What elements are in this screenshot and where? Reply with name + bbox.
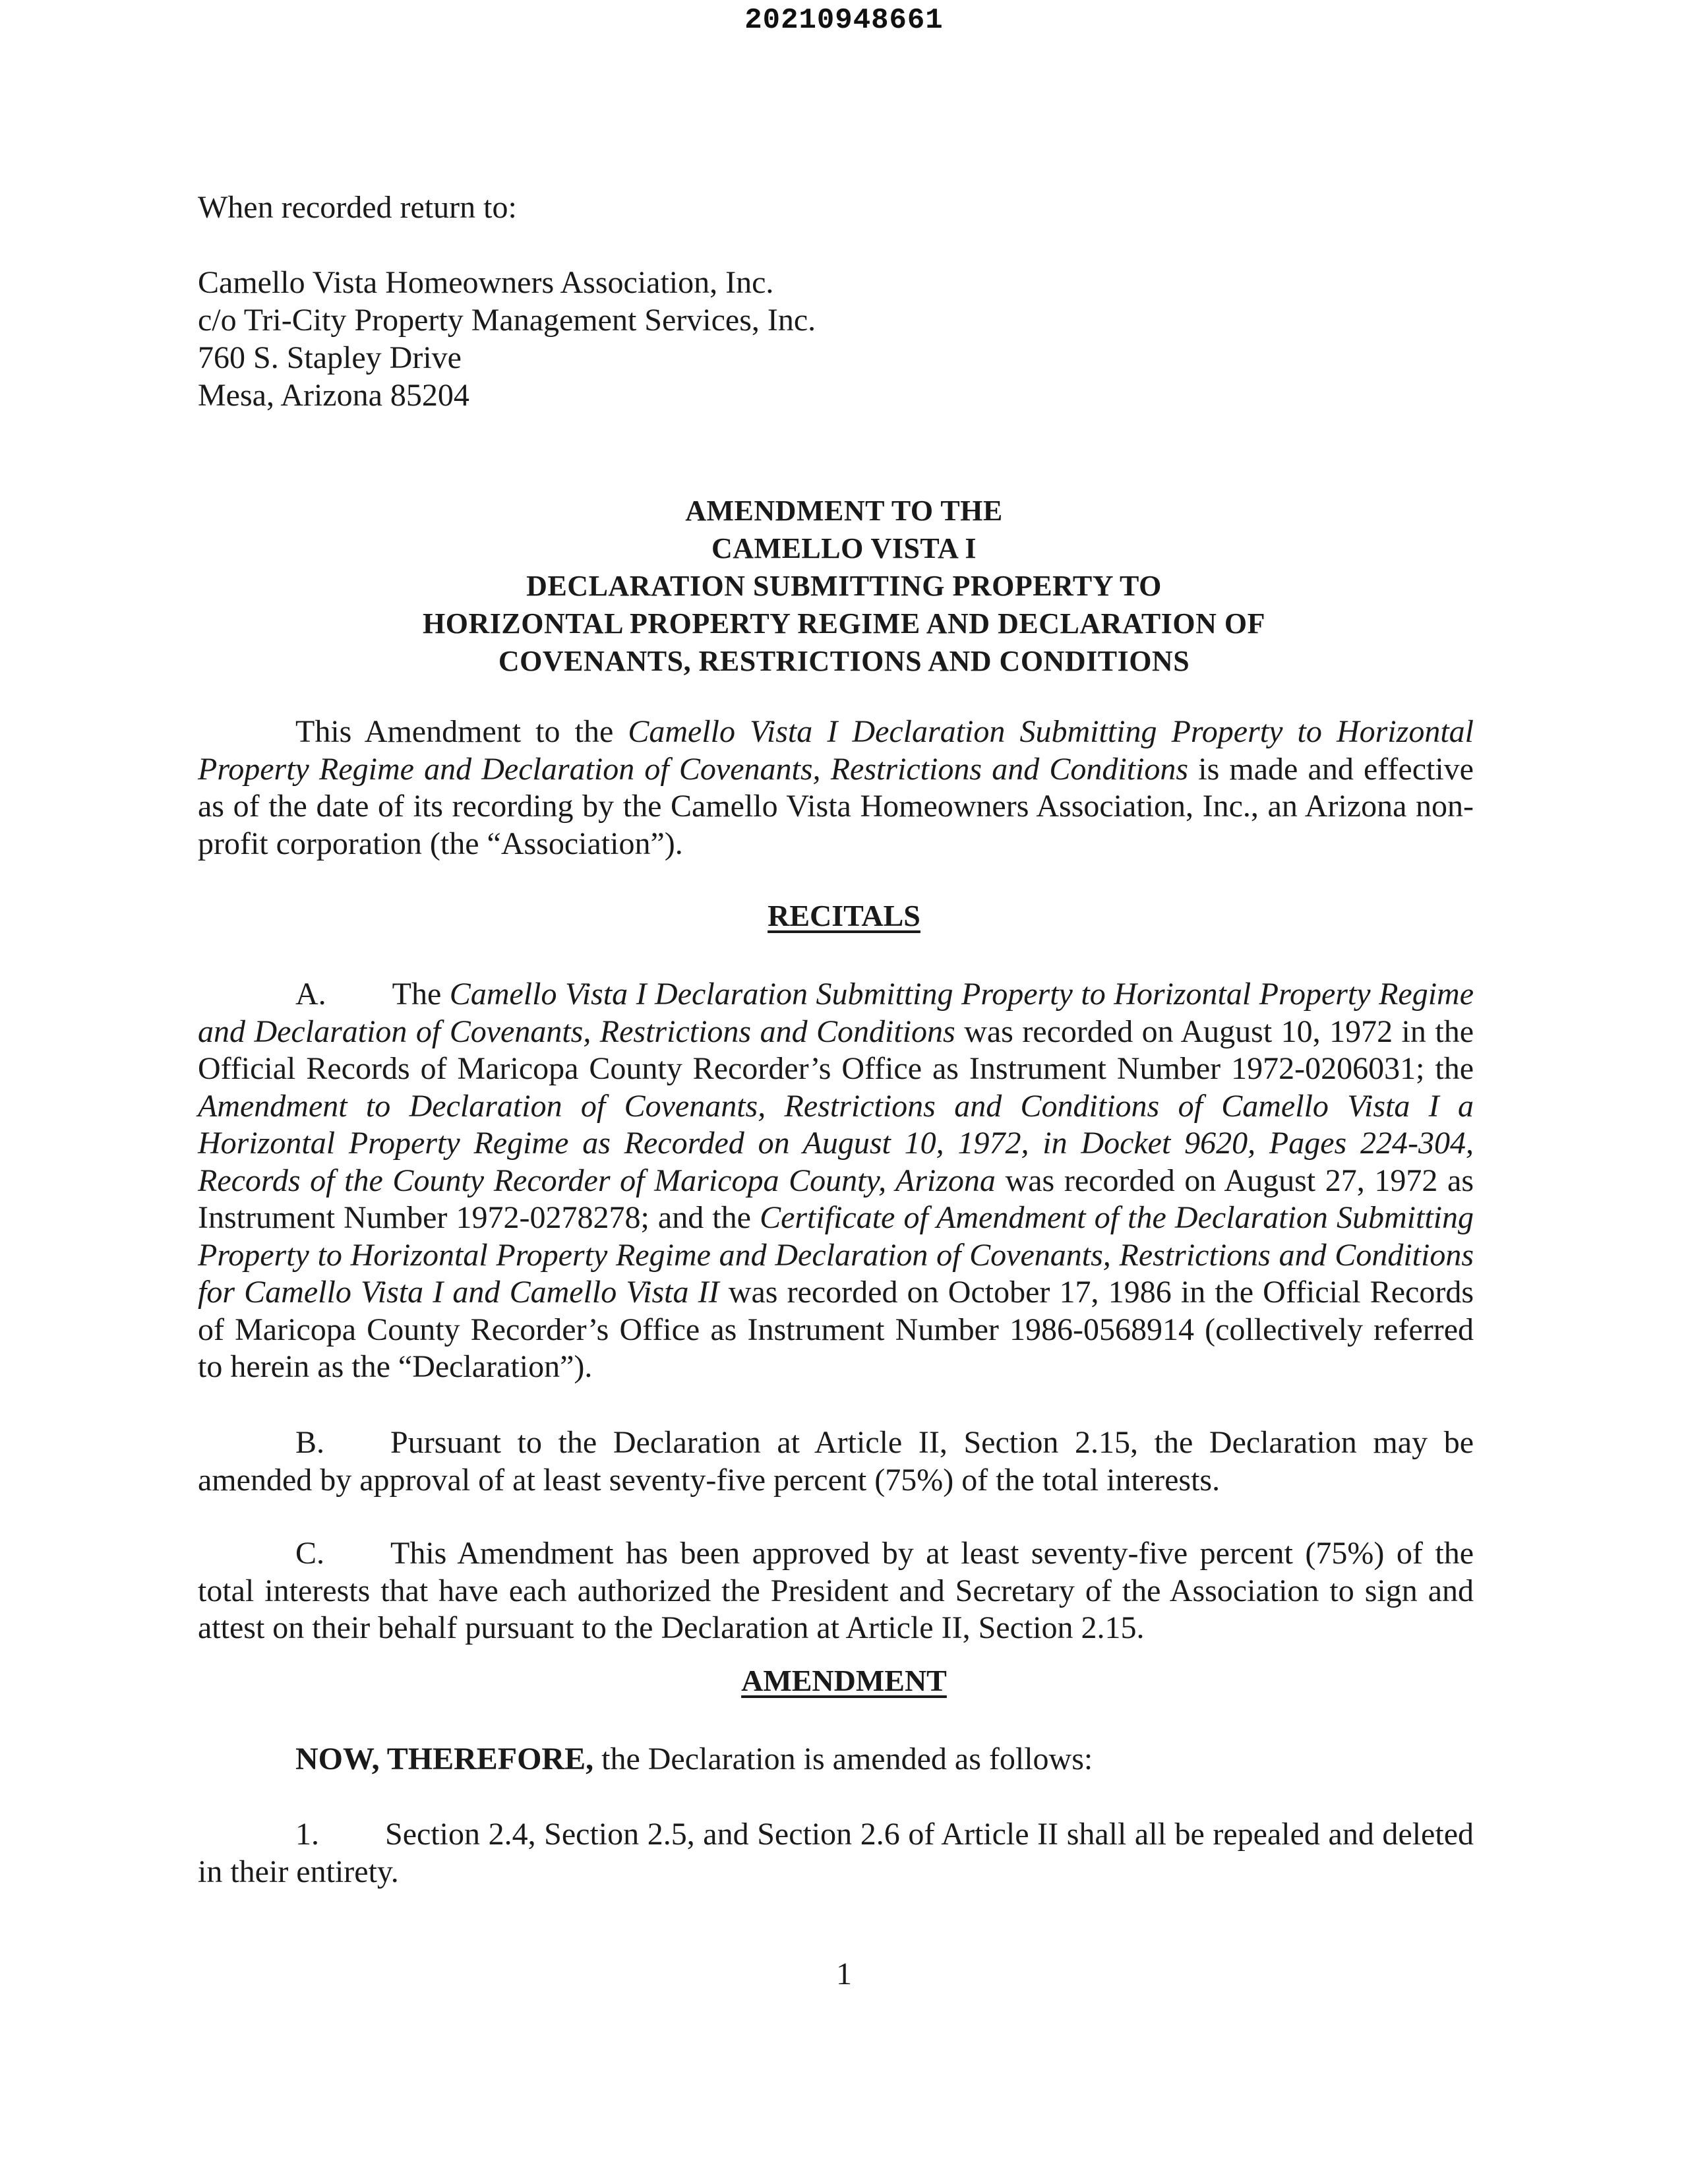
return-address-line: c/o Tri-City Property Management Services, Inc.	[198, 303, 816, 338]
recital-b-label: B.	[295, 1425, 325, 1460]
recital-c-paragraph	[198, 1535, 1474, 1647]
recital-a-text: was recorded on October 17, 1986 in the Official Records of Maricopa County Recorder’s Office as Instrument Number 1986-0568914 (collectively referred to herein as the “Declaration”).	[198, 1275, 1474, 1384]
recitals-heading: RECITALS	[768, 899, 920, 932]
recital-a-text: The	[392, 977, 450, 1012]
now-therefore-paragraph	[198, 1741, 1474, 1778]
amendment-item-1-text: Section 2.4, Section 2.5, and Section 2.6 of Article II shall all be repealed and deleted in their entirety.	[198, 1817, 1474, 1889]
title-line: HORIZONTAL PROPERTY REGIME AND DECLARATION OF	[423, 607, 1265, 640]
intro-text: This Amendment to the	[295, 714, 628, 749]
return-address-block	[198, 189, 816, 414]
return-address-line: 760 S. Stapley Drive	[198, 340, 462, 375]
recital-a-italic: Camello Vista I Declaration Submitting Property to Horizontal Property Regime and Declaration of Covenants, Restrictions and Conditions	[198, 977, 1474, 1049]
amendment-heading: AMENDMENT	[741, 1664, 947, 1697]
return-address-line: Camello Vista Homeowners Association, Inc.	[198, 265, 774, 300]
recital-a-italic: Amendment to Declaration of Covenants, Restrictions and Conditions of Camello Vista I a Horizontal Property Regime as Recorded on August 10, 1972, in Docket 9620, Pages 224-304, Records of the County Recorder of Maricopa County, Arizona	[198, 1088, 1474, 1198]
return-to-label: When recorded return to:	[198, 190, 517, 225]
recital-c-label: C.	[295, 1536, 325, 1571]
intro-paragraph	[198, 713, 1474, 863]
recital-c-text: This Amendment has been approved by at least seventy-five percent (75%) of the total interests that have each authorized the President and Secretary of the Association to sign and attest on their behalf pursuant to the Declaration at Article II, Section 2.15.	[198, 1536, 1474, 1645]
recital-a-paragraph	[198, 976, 1474, 1386]
intro-text: is made and effective as of the date of its recording by the Camello Vista Homeowners Association, Inc., an Arizona non-profit corporation (the “Association”).	[198, 751, 1474, 861]
amendment-item-1-label: 1.	[295, 1817, 319, 1852]
title-line: CAMELLO VISTA I	[711, 532, 977, 564]
recital-b-text: Pursuant to the Declaration at Article II, Section 2.15, the Declaration may be amended by approval of at least seventy-five percent (75%) of the total interests.	[198, 1425, 1474, 1498]
amendment-item-1	[198, 1816, 1474, 1891]
recital-a-italic: Certificate of Amendment of the Declaration Submitting Property to Horizontal Property Regime and Declaration of Covenants, Restrictions and Conditions for Camello Vista I and Camello Vista II	[198, 1200, 1474, 1310]
intro-declaration-title: Camello Vista I Declaration Submitting Property to Horizontal Property Regime and Declaration of Covenants, Restrictions and Conditions	[198, 714, 1474, 787]
title-line: AMENDMENT TO THE	[685, 495, 1003, 527]
recording-number: 20210948661	[744, 4, 944, 37]
now-therefore-text: the Declaration is amended as follows:	[593, 1742, 1093, 1776]
recital-a-text: was recorded on August 10, 1972 in the Official Records of Maricopa County Recorder’s Office as Instrument Number 1972-0206031; the	[198, 1014, 1474, 1086]
return-address-line: Mesa, Arizona 85204	[198, 378, 469, 413]
recital-a-text: was recorded on August 27, 1972 as Instrument Number 1972-0278278; and the	[198, 1163, 1474, 1235]
document-title	[264, 492, 1424, 680]
now-therefore-bold: NOW, THEREFORE,	[295, 1742, 594, 1776]
title-line: DECLARATION SUBMITTING PROPERTY TO	[526, 570, 1162, 602]
page-number: 1	[836, 1957, 852, 1991]
title-line: COVENANTS, RESTRICTIONS AND CONDITIONS	[498, 645, 1190, 677]
recital-b-paragraph	[198, 1424, 1474, 1499]
recital-a-label: A.	[295, 977, 326, 1012]
